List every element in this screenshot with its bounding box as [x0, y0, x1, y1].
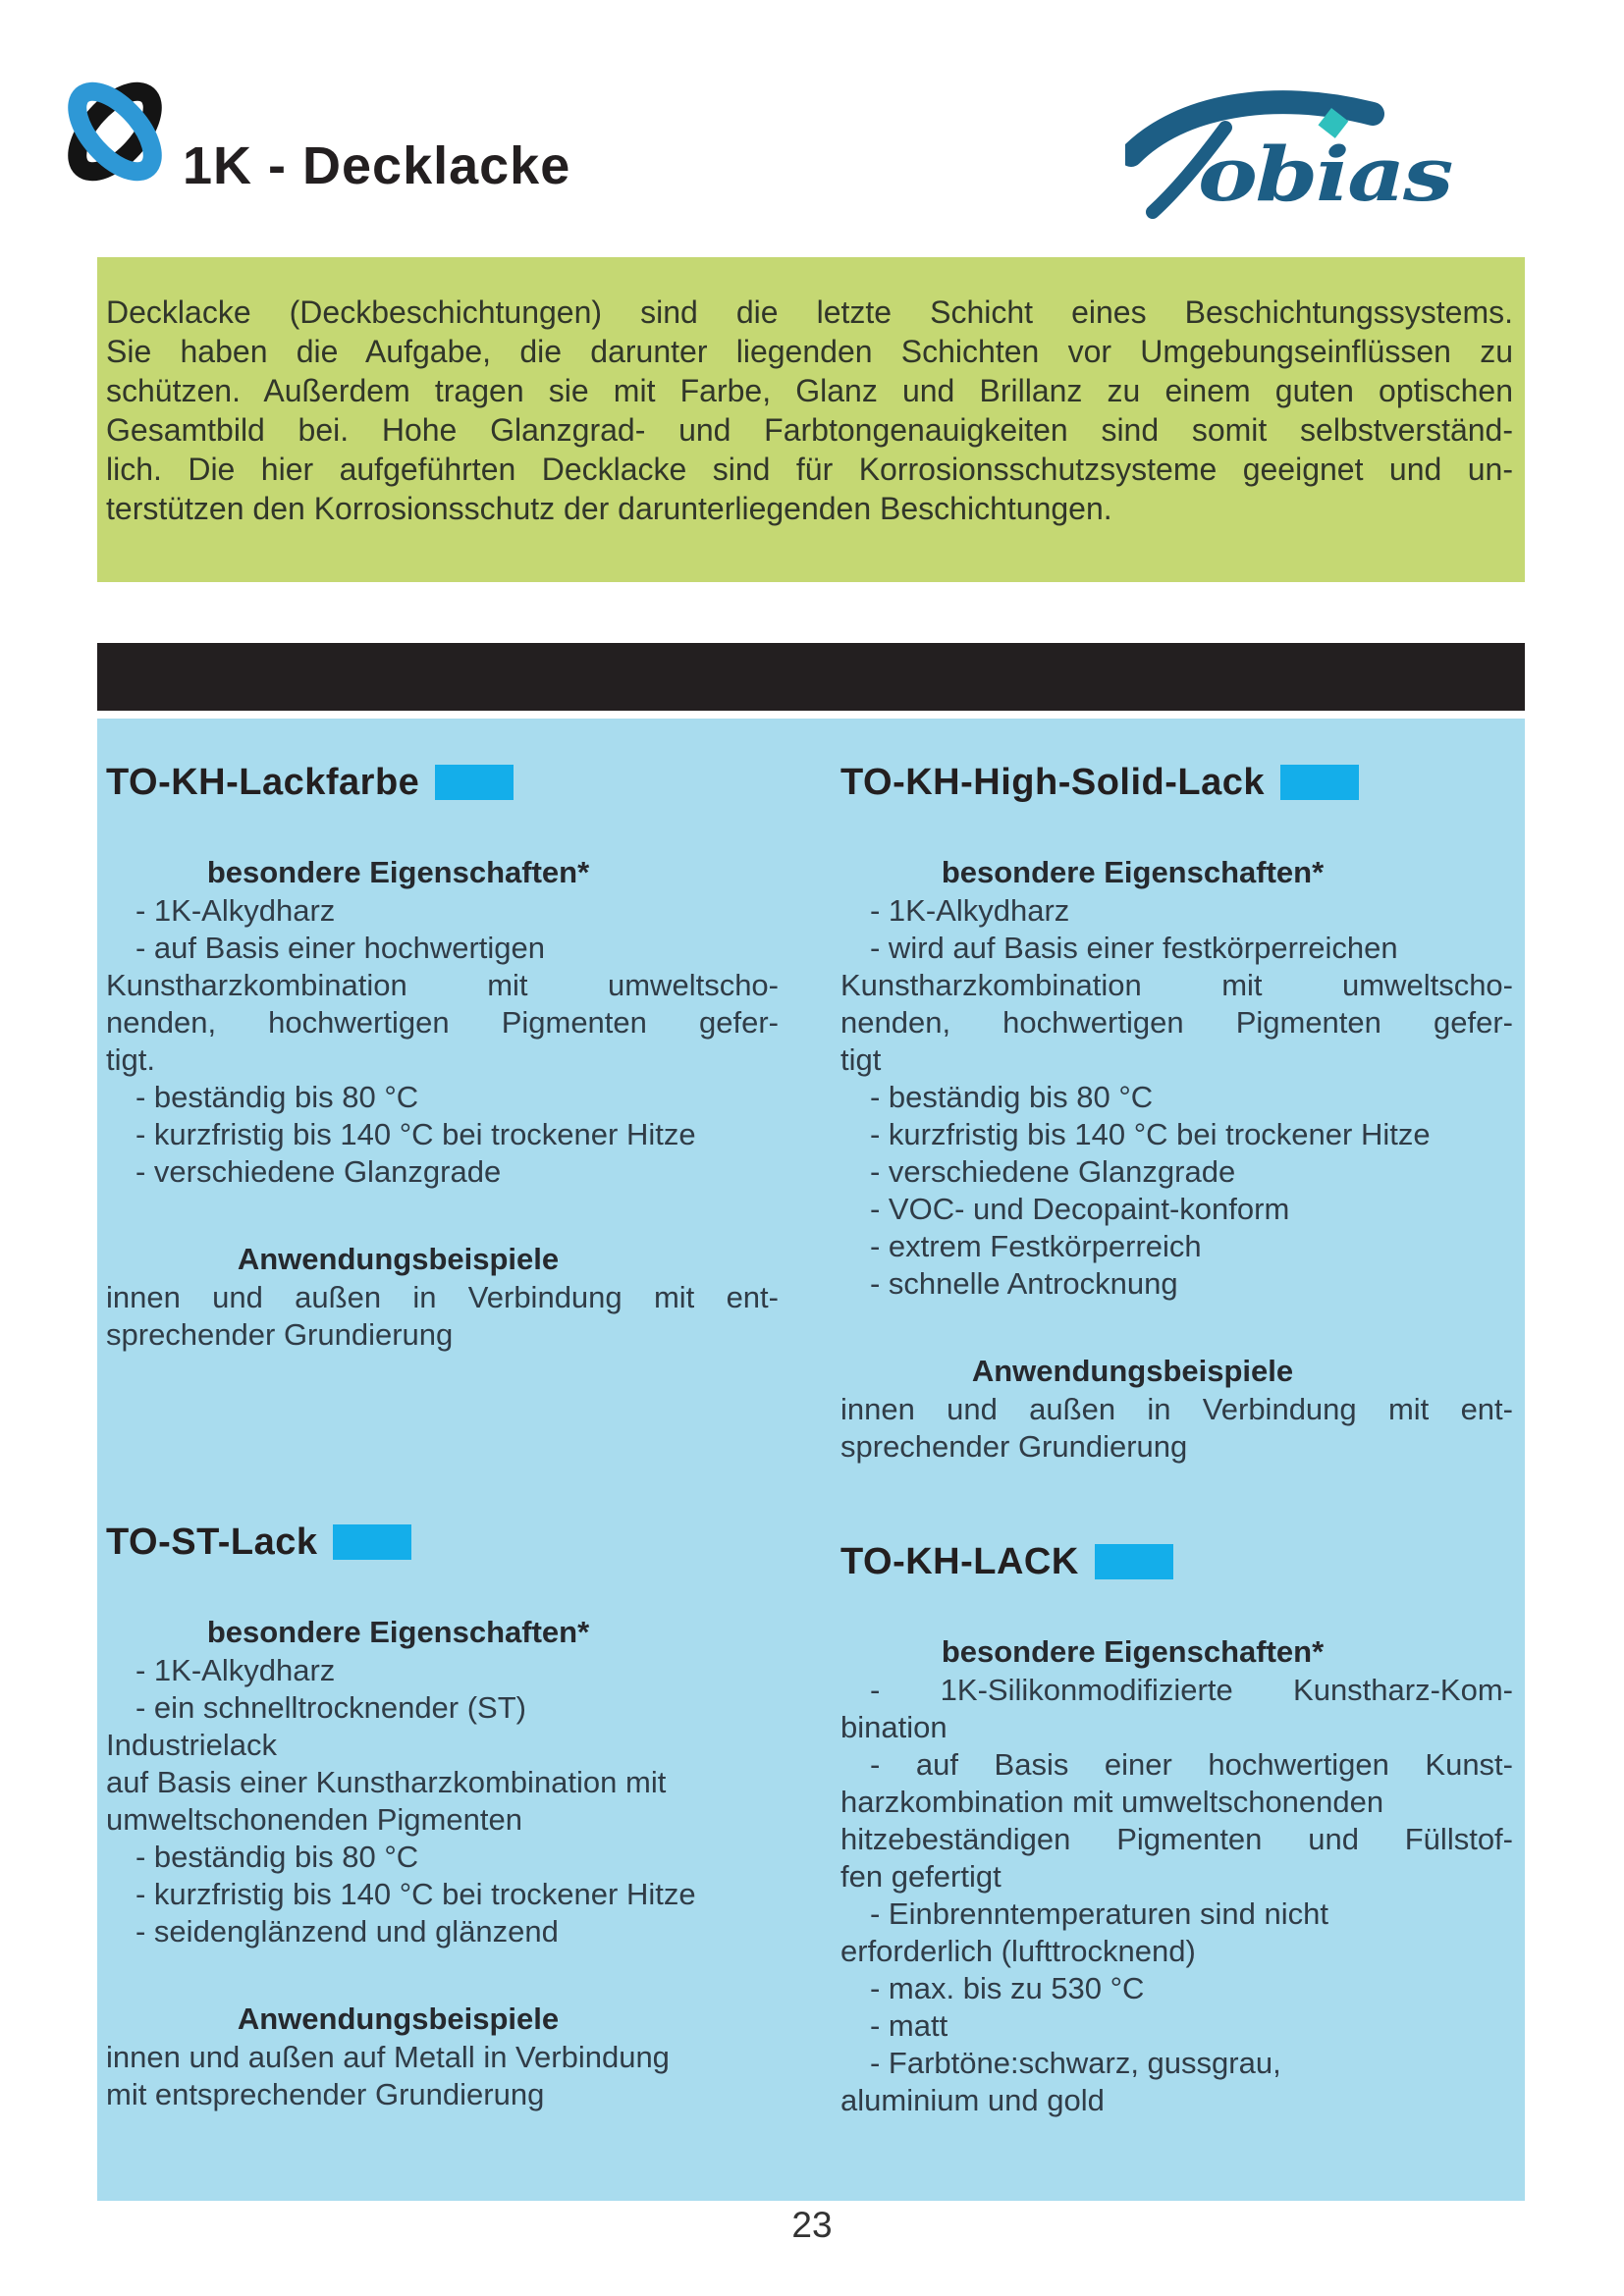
intro-line: schützen. Außerdem tragen sie mit Farbe, Glanz und Brillanz zu einem guten optischen [106, 373, 1513, 408]
intro-line: lich. Die hier aufgeführten Decklacke sind für Korrosionsschutzsysteme geeignet und un- [106, 452, 1513, 487]
feature-line: auf Basis einer Kunstharzkombination mit [106, 1765, 667, 1799]
feature-line: - beständig bis 80 °C [135, 1080, 419, 1114]
product-heading-row [840, 761, 1513, 804]
usage-line: sprechender Grundierung [840, 1429, 1188, 1464]
feature-line: - seidenglänzend und glänzend [135, 1914, 559, 1949]
product-heading-row [106, 761, 779, 804]
color-swatch [435, 765, 514, 800]
feature-line: Kunstharzkombination mit umweltscho- [840, 968, 1513, 1002]
feature-line: - beständig bis 80 °C [870, 1080, 1154, 1114]
product-to-st-lack [106, 1521, 779, 2113]
panel-column-left [106, 761, 779, 2201]
feature-line: tigt [840, 1042, 882, 1077]
page-number: 23 [791, 2205, 833, 2245]
product-heading-row [840, 1540, 1513, 1583]
feature-line: - schnelle Antrocknung [870, 1266, 1178, 1301]
feature-line: - Farbtöne:schwarz, gussgrau, [870, 2046, 1281, 2080]
feature-line: - ein schnelltrocknender (ST) [135, 1690, 526, 1725]
feature-line: harzkombination mit umweltschonenden [840, 1785, 1384, 1819]
feature-line: - 1K-Alkydharz [135, 1653, 336, 1687]
feature-line: - wird auf Basis einer festkörperreichen [870, 931, 1398, 965]
feature-line: tigt. [106, 1042, 155, 1077]
feature-line: - extrem Festkörperreich [870, 1229, 1202, 1263]
usage-line: sprechender Grundierung [106, 1317, 454, 1352]
features-heading: besondere Eigenschaften* [206, 855, 590, 889]
usage-line: innen und außen in Verbindung mit ent- [840, 1392, 1513, 1426]
feature-line: - beständig bis 80 °C [135, 1840, 419, 1874]
product-to-kh-lack [840, 1540, 1513, 2119]
feature-line: - kurzfristig bis 140 °C bei trockener Hitze [135, 1877, 696, 1911]
feature-line: hitzebeständigen Pigmenten und Füllstof- [840, 1822, 1513, 1856]
intro-line: Sie haben die Aufgabe, die darunter liegenden Schichten vor Umgebungseinflüssen zu [106, 334, 1513, 369]
feature-line: umweltschonenden Pigmenten [106, 1802, 522, 1837]
feature-line: - kurzfristig bis 140 °C bei trockener Hitze [135, 1117, 696, 1151]
feature-line: Industrielack [106, 1728, 278, 1762]
feature-line: nenden, hochwertigen Pigmenten gefer- [106, 1005, 779, 1040]
feature-line: - 1K-Alkydharz [870, 893, 1070, 928]
feature-line: bination [840, 1710, 947, 1744]
intro-box [97, 257, 1525, 582]
intro-line: Gesamtbild bei. Hohe Glanzgrad- und Farbtongenauigkeiten sind somit selbstverständ- [106, 412, 1513, 448]
feature-line: erforderlich (lufttrocknend) [840, 1934, 1196, 1968]
product-heading-row [106, 1521, 779, 1564]
usage-line: mit entsprechender Grundierung [106, 2077, 545, 2111]
feature-line: Kunstharzkombination mit umweltscho- [106, 968, 779, 1002]
feature-line: fen gefertigt [840, 1859, 1001, 1894]
usage-line: innen und außen auf Metall in Verbindung [106, 2040, 670, 2074]
intro-line: Decklacke (Deckbeschichtungen) sind die letzte Schicht eines Beschichtungssystems. [106, 294, 1513, 330]
feature-line: - verschiedene Glanzgrade [870, 1154, 1236, 1189]
section-bar [97, 643, 1525, 711]
feature-line: - Einbrenntemperaturen sind nicht [870, 1896, 1328, 1931]
products-panel [97, 719, 1525, 2201]
product-to-kh-high-solid-lack [840, 761, 1513, 1466]
features-heading: besondere Eigenschaften* [941, 855, 1325, 889]
feature-line: - verschiedene Glanzgrade [135, 1154, 502, 1189]
feature-line: - kurzfristig bis 140 °C bei trockener Hitze [870, 1117, 1431, 1151]
usage-heading: Anwendungsbeispiele [971, 1354, 1294, 1388]
color-swatch [333, 1524, 411, 1560]
color-swatch [1280, 765, 1359, 800]
page-title: 1K - Decklacke [183, 136, 571, 195]
features-heading: besondere Eigenschaften* [941, 1634, 1325, 1669]
intro-line: terstützen den Korrosionsschutz der darunterliegenden Beschichtungen. [106, 491, 1112, 526]
product-name: TO-ST-Lack [106, 1521, 318, 1563]
brand-wordmark-text: obias [1198, 131, 1453, 218]
feature-line: - 1K-Alkydharz [135, 893, 336, 928]
feature-line: - 1K-Silikonmodifizierte Kunstharz-Kom- [870, 1673, 1513, 1707]
rings-logo-icon [55, 65, 175, 198]
product-name: TO-KH-LACK [840, 1540, 1079, 1582]
feature-line: - matt [870, 2008, 948, 2043]
usage-line: innen und außen in Verbindung mit ent- [106, 1280, 779, 1314]
features-heading: besondere Eigenschaften* [206, 1615, 590, 1649]
usage-heading: Anwendungsbeispiele [237, 1242, 560, 1276]
feature-line: nenden, hochwertigen Pigmenten gefer- [840, 1005, 1513, 1040]
feature-line: - VOC- und Decopaint-konform [870, 1192, 1290, 1226]
tobias-brand-logo [1125, 86, 1464, 219]
product-name: TO-KH-Lackfarbe [106, 761, 420, 803]
feature-line: aluminium und gold [840, 2083, 1105, 2117]
product-to-kh-lackfarbe [106, 761, 779, 1354]
usage-heading: Anwendungsbeispiele [237, 2002, 560, 2036]
color-swatch [1095, 1544, 1173, 1579]
feature-line: - auf Basis einer hochwertigen Kunst- [870, 1747, 1513, 1782]
feature-line: - auf Basis einer hochwertigen [135, 931, 546, 965]
panel-column-right [840, 761, 1513, 2201]
product-name: TO-KH-High-Solid-Lack [840, 761, 1266, 803]
feature-line: - max. bis zu 530 °C [870, 1971, 1145, 2005]
